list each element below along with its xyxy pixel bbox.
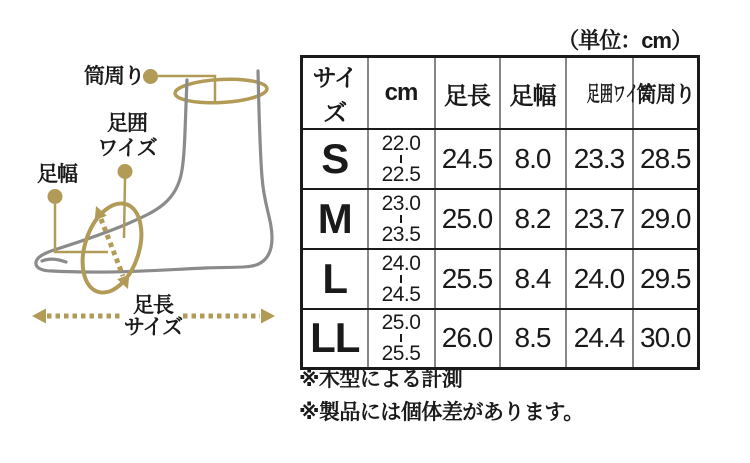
cm-to: 22.5 (381, 163, 421, 186)
table-header-row (302, 57, 699, 130)
header-foot-girth (566, 57, 651, 130)
foot-girth-label-line1: 足囲 (107, 112, 147, 135)
cm-from: 24.0 (381, 252, 421, 275)
cell-foot-girth: 24.4 (566, 309, 633, 368)
cm-range-separator (400, 275, 402, 283)
cm-from: 22.0 (381, 132, 421, 155)
cm-to: 23.5 (381, 223, 421, 246)
cell-cm-range (368, 249, 435, 309)
foot-girth-label-line2: ワイズ (97, 137, 157, 160)
cell-tube: 28.5 (633, 129, 699, 189)
width-dot (48, 189, 63, 204)
cm-to: 24.5 (381, 283, 421, 306)
cell-size: S (302, 129, 368, 189)
tube-circumference-label: 筒周り (84, 65, 144, 88)
cell-tube: 29.0 (633, 189, 699, 249)
cell-cm-range (368, 129, 435, 189)
table-row-l (302, 249, 699, 309)
cell-tube: 30.0 (633, 309, 699, 368)
cm-from: 23.0 (381, 192, 421, 215)
header-foot-width: 足幅 (500, 57, 566, 130)
foot-length-label-line1: 足長 (133, 294, 173, 317)
table-row-m (302, 189, 699, 249)
cm-range-separator (400, 155, 402, 163)
foot-girth-label (94, 111, 160, 161)
unit-note: （単位：cm） (557, 28, 692, 53)
footnote-variance: ※製品には個体差があります。 (299, 401, 584, 424)
foot-measurement-diagram (0, 0, 300, 463)
table-row-ll (302, 309, 699, 368)
cell-foot-girth: 23.3 (566, 129, 633, 189)
cell-cm-range (368, 309, 435, 368)
cell-foot-length: 25.5 (435, 249, 500, 309)
footnotes (299, 363, 584, 429)
cm-range-separator (400, 215, 402, 223)
cell-size: M (302, 189, 368, 249)
foot-width-label: 足幅 (37, 163, 77, 186)
cell-foot-length: 26.0 (435, 309, 500, 368)
cell-foot-width: 8.0 (500, 129, 566, 189)
footnote-measurement: ※木型による計測 (299, 368, 463, 391)
foot-girth-ellipse (72, 196, 152, 300)
cell-cm-range (368, 189, 435, 249)
header-tube (633, 57, 699, 130)
cell-size: LL (302, 309, 368, 368)
size-chart-table (300, 55, 700, 370)
header-foot-girth-text: 足囲ワイズ (586, 83, 651, 106)
girth-connector-line (124, 178, 125, 238)
cell-foot-width: 8.4 (500, 249, 566, 309)
foot-length-label-line2: サイズ (123, 316, 183, 339)
foot-length-label (111, 295, 195, 339)
cm-range-separator (400, 334, 402, 342)
header-tube-text: 筒周り (636, 81, 695, 107)
cell-foot-girth: 24.0 (566, 249, 633, 309)
cell-foot-length: 24.5 (435, 129, 500, 189)
header-size: サイズ (302, 57, 368, 130)
cm-from: 25.0 (381, 311, 421, 335)
cell-foot-width: 8.2 (500, 189, 566, 249)
header-foot-length: 足長 (435, 57, 500, 130)
table-row-s (302, 129, 699, 189)
cell-size: L (302, 249, 368, 309)
cell-foot-length: 25.0 (435, 189, 500, 249)
cm-to: 25.5 (381, 342, 421, 366)
girth-dot (118, 164, 133, 179)
cell-tube: 29.5 (633, 249, 699, 309)
cell-foot-width: 8.5 (500, 309, 566, 368)
cell-foot-girth: 23.7 (566, 189, 633, 249)
header-cm: cm (368, 57, 435, 130)
